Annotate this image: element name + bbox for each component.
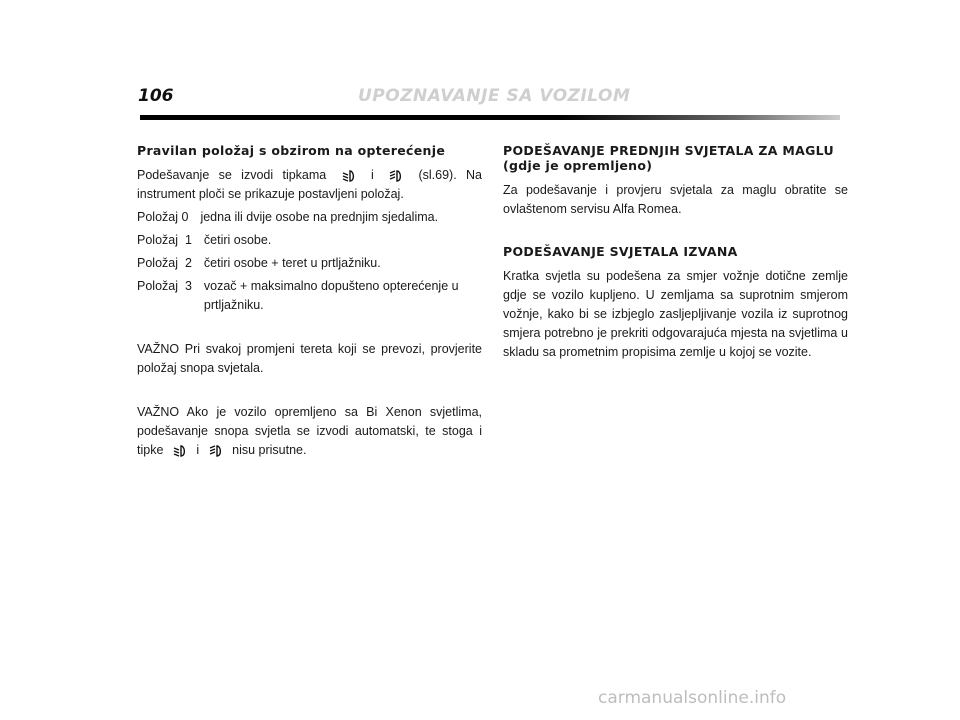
intro-text-a: Podešavanje se izvodi tipkama <box>137 168 327 182</box>
position-desc: vozač + maksimalno dopušteno opterećenje u prtljažniku. <box>203 279 459 312</box>
headlight-up-icon <box>389 170 403 182</box>
intro-text-b: (sl.69). Na instrument ploči se prikazuje postavljeni položaj. <box>137 168 482 201</box>
right-column <box>503 143 848 362</box>
position-3 <box>137 277 482 315</box>
position-label: Položaj 2 <box>137 256 192 270</box>
fog-lights-heading: PODEŠAVANJE PREDNJIH SVJETALA ZA MAGLU (gdje je opremljeno) <box>503 143 834 173</box>
note2-text-b: nisu prisutne. <box>232 443 307 457</box>
headlight-up-icon <box>209 445 223 457</box>
page-number: 106 <box>138 86 174 106</box>
note-bixenon <box>137 403 482 460</box>
abroad-lights-heading: PODEŠAVANJE SVJETALA IZVANA <box>503 244 738 259</box>
position-label: Položaj 1 <box>137 233 192 247</box>
fog-lights-paragraph: Za podešavanje i provjeru svjetala za maglu obratite se ovlaštenom servisu Alfa Romea. <box>503 183 848 216</box>
position-label: Položaj 3 <box>137 279 192 293</box>
section-title: UPOZNAVANJE SA VOZILOM <box>358 86 631 106</box>
load-position-heading: Pravilan položaj s obzirom na opterećenje <box>137 143 446 158</box>
header-rule <box>140 115 840 120</box>
position-desc: četiri osobe + teret u prtljažniku. <box>203 256 381 270</box>
intro-paragraph <box>137 166 482 204</box>
abroad-lights-paragraph: Kratka svjetla su podešena za smjer vožnje dotične zemlje gdje se vozilo kupljeno. U zemljama sa suprotnim smjerom vožnje, kako bi se izbjeglo zasljepljivanje vozila iz suprotnog smjera potrebno je prekriti odgovarajuća mjesta na svjetlima u skladu sa prometnim propisima zemlje u kojoj se vozite. <box>503 269 848 359</box>
headlight-down-icon <box>342 170 356 182</box>
position-0 <box>137 208 482 227</box>
position-1 <box>137 231 482 250</box>
position-2 <box>137 254 482 273</box>
headlight-down-icon <box>173 445 187 457</box>
note2-text-a: VAŽNO Ako je vozilo opremljeno sa Bi Xenon svjetlima, podešavanje snopa svjetla se izvodi automatski, te stoga i tipke <box>137 405 482 457</box>
note2-and: i <box>196 443 200 457</box>
note-beam-check: VAŽNO Pri svakoj promjeni tereta koji se prevozi, provjerite položaj snopa svjetala. <box>137 342 482 375</box>
position-desc: jedna ili dvije osobe na prednjim sjedalima. <box>200 210 439 224</box>
position-desc: četiri osobe. <box>203 233 272 247</box>
position-label: Položaj 0 <box>137 210 189 224</box>
intro-and: i <box>370 168 374 182</box>
watermark: carmanualsonline.info <box>598 688 787 708</box>
left-column <box>137 143 482 460</box>
